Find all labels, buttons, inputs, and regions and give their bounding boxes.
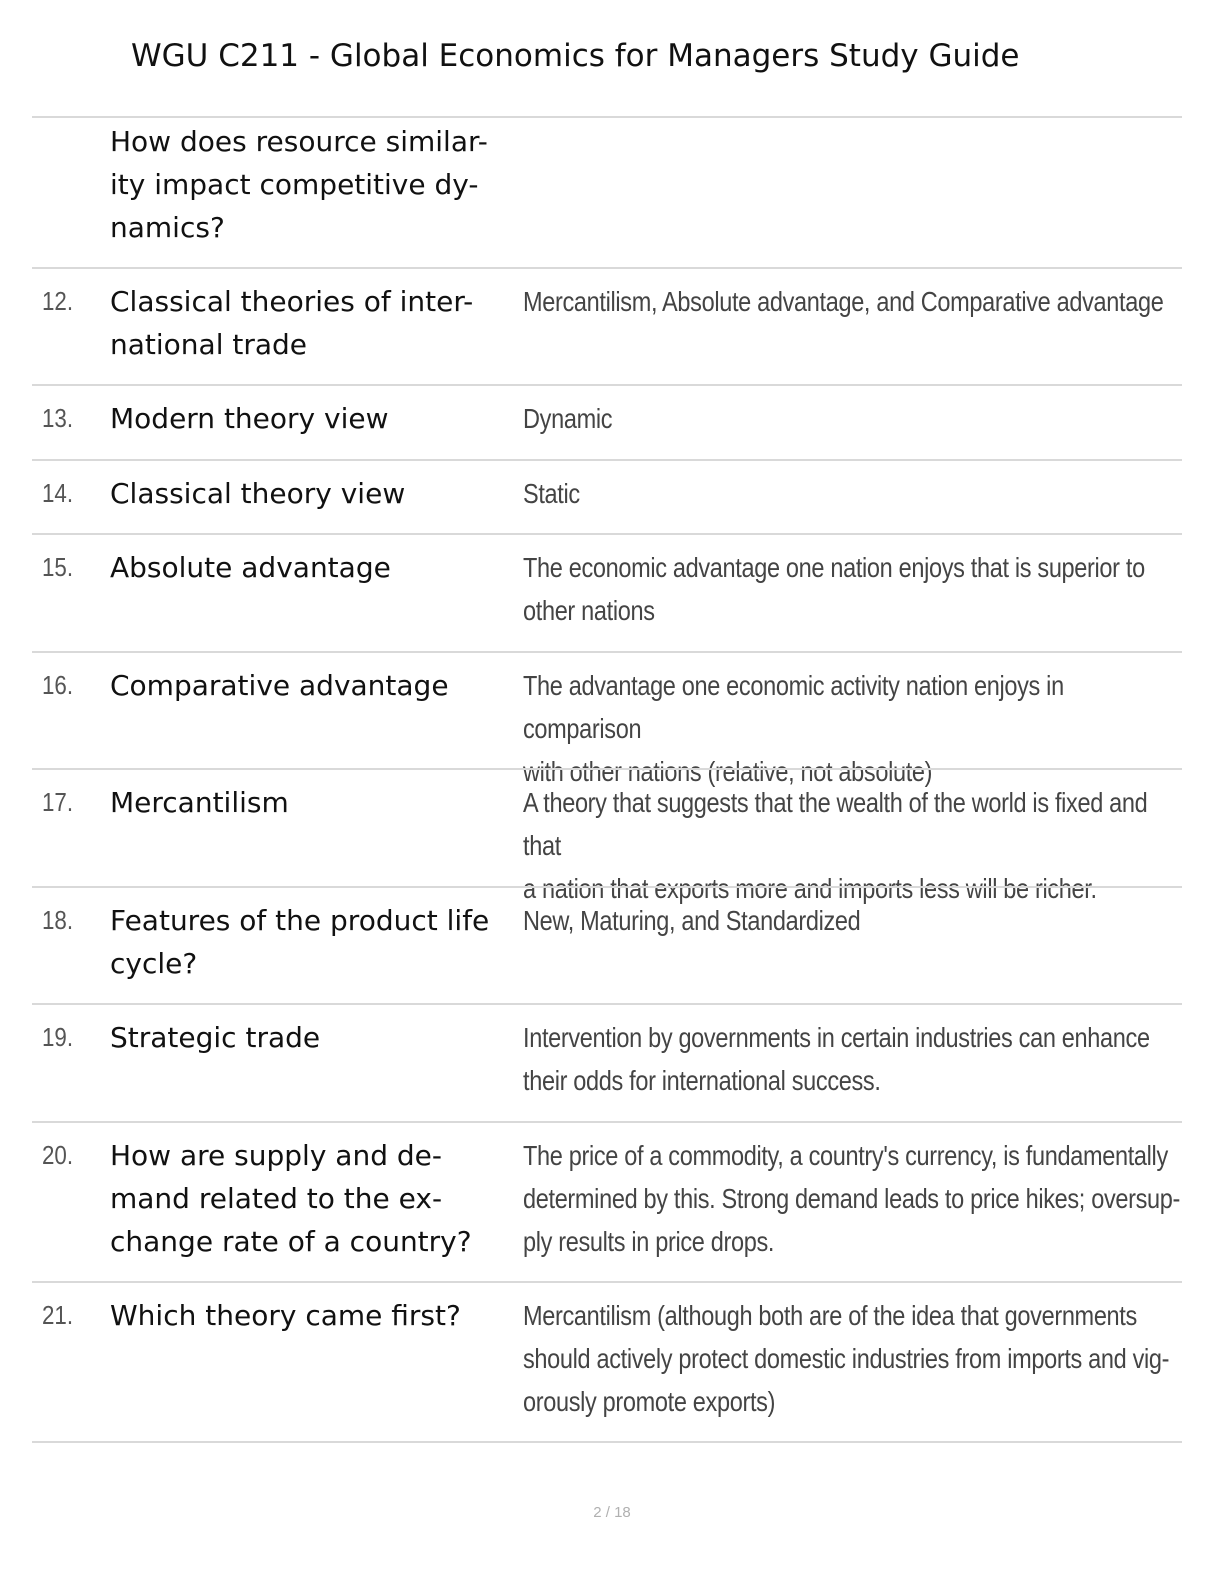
definition-line: New, Maturing, and Standardized <box>523 905 861 936</box>
definition-cell <box>523 1134 1183 1263</box>
row-number: 20. <box>42 1140 74 1170</box>
definition-line: Intervention by governments in certain industries can enhance <box>523 1022 1150 1053</box>
definition-line: other nations <box>523 595 655 626</box>
term-line: Absolute advantage <box>110 551 391 584</box>
term-line: Mercantilism <box>110 786 289 819</box>
definition-cell <box>523 1294 1183 1423</box>
term-cell <box>110 472 520 515</box>
definition-cell <box>523 397 1183 440</box>
table-row <box>32 768 1182 904</box>
definition-line: ply results in price drops. <box>523 1226 775 1257</box>
term-line: How does resource similar- <box>110 125 488 158</box>
definition-cell <box>523 472 1183 515</box>
definition-line: The price of a commodity, a country's currency, is fundamentally <box>523 1140 1168 1171</box>
definition-line: determined by this. Strong demand leads to price hikes; oversup- <box>523 1183 1181 1214</box>
table-row <box>32 1003 1182 1121</box>
table-row <box>32 651 1182 787</box>
row-number: 17. <box>42 787 74 817</box>
term-line: namics? <box>110 211 225 244</box>
term-line: Which theory came first? <box>110 1299 461 1332</box>
definition-line: orously promote exports) <box>523 1386 776 1417</box>
row-number: 15. <box>42 552 74 582</box>
term-line: Classical theory view <box>110 477 406 510</box>
term-line: How are supply and de- <box>110 1139 442 1172</box>
definition-line: A theory that suggests that the wealth of the world is fixed and that <box>523 787 1148 861</box>
flashcard-table <box>32 116 1182 1443</box>
row-number: 19. <box>42 1022 74 1052</box>
term-cell <box>110 781 520 824</box>
term-line: Features of the product life <box>110 904 490 937</box>
row-number: 14. <box>42 478 74 508</box>
row-number: 16. <box>42 670 74 700</box>
definition-cell <box>523 280 1183 323</box>
table-row <box>32 116 1182 267</box>
definition-line: a nation that exports more and imports less will be richer. <box>523 873 1097 904</box>
definition-line: The economic advantage one nation enjoys that is superior to <box>523 552 1145 583</box>
row-number: 12. <box>42 286 74 316</box>
term-line: ity impact competitive dy- <box>110 168 479 201</box>
table-row <box>32 533 1182 651</box>
term-cell <box>110 1294 520 1337</box>
term-cell <box>110 1016 520 1059</box>
term-cell <box>110 1134 520 1263</box>
page-number: 2 / 18 <box>593 1504 631 1521</box>
definition-line: Static <box>523 478 580 509</box>
term-line: Comparative advantage <box>110 669 449 702</box>
term-cell <box>110 899 530 985</box>
term-line: Strategic trade <box>110 1021 321 1054</box>
term-cell <box>110 546 520 589</box>
definition-cell <box>523 899 1183 942</box>
table-row <box>32 1121 1182 1281</box>
page-title: WGU C211 - Global Economics for Managers Study Guide <box>131 38 1020 74</box>
term-line: Classical theories of inter- <box>110 285 474 318</box>
term-cell <box>110 397 520 440</box>
definition-line: should actively protect domestic industries from imports and vig- <box>523 1343 1170 1374</box>
table-row <box>32 267 1182 384</box>
term-cell <box>110 664 520 707</box>
definition-cell <box>523 546 1183 632</box>
definition-line: Dynamic <box>523 403 613 434</box>
term-cell <box>110 280 520 366</box>
row-number: 21. <box>42 1300 74 1330</box>
term-line: change rate of a country? <box>110 1225 472 1258</box>
definition-line: Mercantilism (although both are of the idea that governments <box>523 1300 1137 1331</box>
term-line: cycle? <box>110 947 198 980</box>
table-row <box>32 384 1182 459</box>
table-row <box>32 1281 1182 1443</box>
row-number: 13. <box>42 403 74 433</box>
definition-line: their odds for international success. <box>523 1065 881 1096</box>
definition-line: The advantage one economic activity nation enjoys in comparison <box>523 670 1064 744</box>
definition-line: with other nations (relative, not absolute) <box>523 756 933 787</box>
row-number: 18. <box>42 905 74 935</box>
definition-line: Mercantilism, Absolute advantage, and Comparative advantage <box>523 286 1164 317</box>
term-line: Modern theory view <box>110 402 389 435</box>
term-line: mand related to the ex- <box>110 1182 443 1215</box>
term-cell <box>110 120 520 249</box>
table-row <box>32 459 1182 533</box>
table-row <box>32 886 1182 1003</box>
term-line: national trade <box>110 328 308 361</box>
definition-cell <box>523 1016 1183 1102</box>
